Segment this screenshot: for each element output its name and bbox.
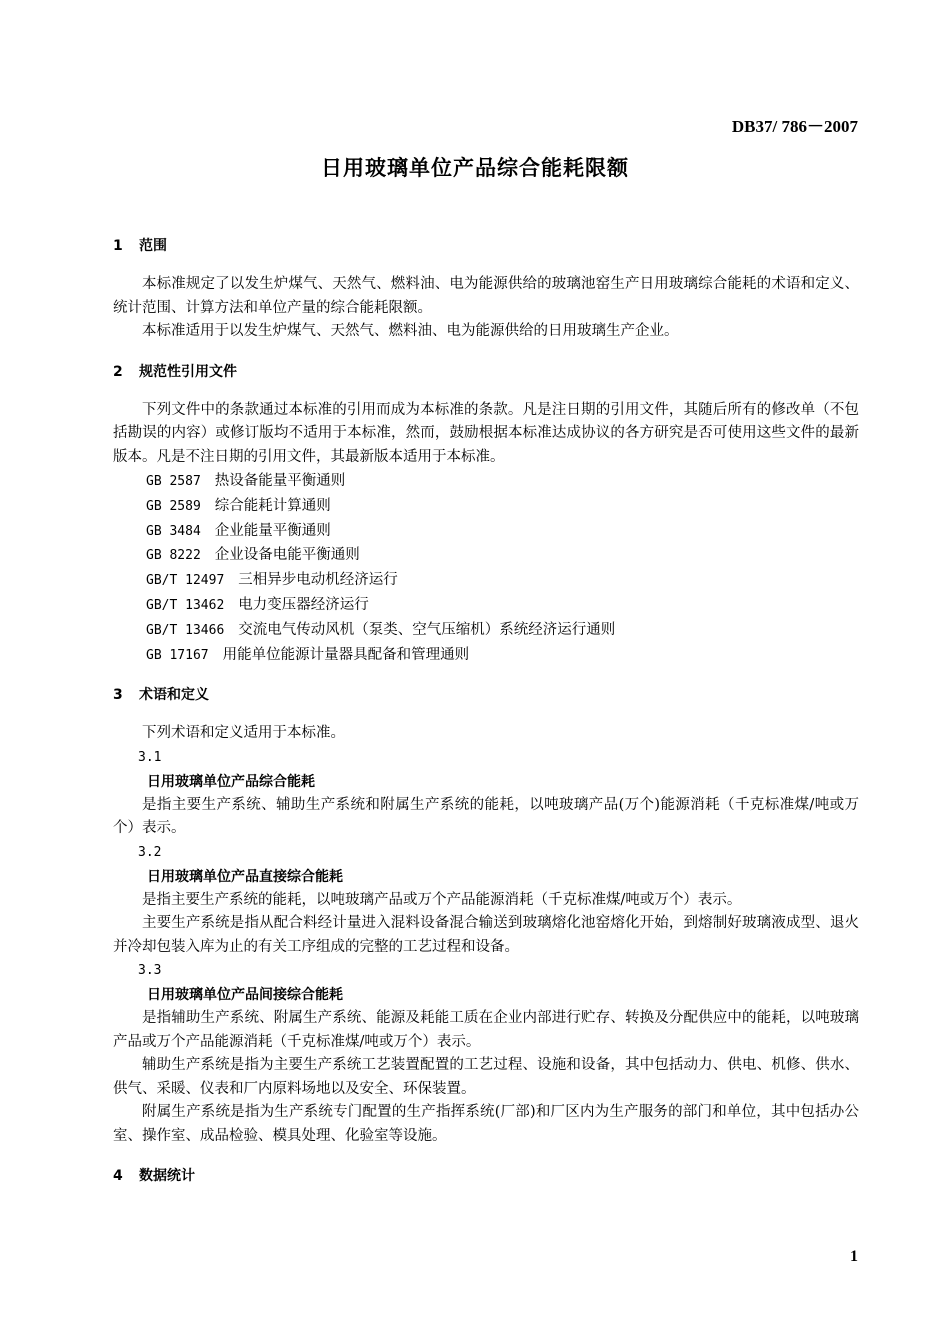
section-number: 1 xyxy=(113,238,123,254)
paragraph: 本标准适用于以发生炉煤气、天然气、燃料油、电为能源供给的日用玻璃生产企业。 xyxy=(142,323,679,339)
reference-title: 企业能量平衡通则 xyxy=(214,522,331,539)
clause-number: 3.1 xyxy=(138,749,162,765)
clause-number: 3.2 xyxy=(138,844,162,860)
reference-title: 热设备能量平衡通则 xyxy=(214,473,346,489)
reference-item xyxy=(113,543,859,568)
reference-code: GB/T 13462 xyxy=(146,597,225,613)
reference-code: GB 8222 xyxy=(146,548,201,564)
reference-item xyxy=(113,618,859,643)
paragraph: 本标准规定了以发生炉煤气、天然气、燃料油、电为能源供给的玻璃池窑生产日用玻璃综合能耗的术语和定义、统计范围、计算方法和单位产量的综合能耗限额。 xyxy=(113,276,859,316)
reference-list xyxy=(113,469,859,667)
reference-code: GB 2589 xyxy=(146,498,201,514)
section-4-heading xyxy=(113,1164,859,1188)
reference-code: GB/T 12497 xyxy=(146,573,225,589)
term-title: 日用玻璃单位产品直接综合能耗 xyxy=(147,868,343,885)
reference-item xyxy=(113,643,859,668)
document-body xyxy=(113,234,859,1188)
reference-title: 综合能耗计算通则 xyxy=(214,497,331,514)
section-1-heading xyxy=(113,234,859,258)
paragraph: 是指辅助生产系统、附属生产系统、能源及耗能工质在企业内部进行贮存、转换及分配供应中的能耗，以吨玻璃产品或万个产品能源消耗（千克标准煤/吨或万个）表示。 xyxy=(113,1010,859,1050)
reference-code: GB 3484 xyxy=(146,523,201,539)
reference-item xyxy=(113,593,859,618)
reference-code: GB 17167 xyxy=(146,647,209,663)
reference-title: 电力变压器经济运行 xyxy=(238,596,369,613)
page-number: 1 xyxy=(850,1248,858,1265)
section-3-heading xyxy=(113,683,859,707)
section-title: 数据统计 xyxy=(139,1168,195,1185)
standard-code: DB37/ 786－2007 xyxy=(731,117,858,136)
reference-code: GB/T 13466 xyxy=(146,622,225,638)
paragraph: 是指主要生产系统的能耗，以吨玻璃产品或万个产品能源消耗（千克标准煤/吨或万个）表示。 xyxy=(142,891,742,908)
term-title: 日用玻璃单位产品综合能耗 xyxy=(147,773,315,790)
section-title: 范围 xyxy=(139,238,167,254)
term-title: 日用玻璃单位产品间接综合能耗 xyxy=(147,987,343,1004)
paragraph: 主要生产系统是指从配合料经计量进入混料设备混合输送到玻璃熔化池窑熔化开始，到熔制好玻璃液成型、退火并冷却包装入库为止的有关工序组成的完整的工艺过程和设备。 xyxy=(113,915,859,955)
paragraph: 是指主要生产系统、辅助生产系统和附属生产系统的能耗，以吨玻璃产品(万个)能源消耗（千克标准煤/吨或万个）表示。 xyxy=(113,796,859,837)
reference-item xyxy=(113,469,859,494)
reference-code: GB 2587 xyxy=(146,474,201,489)
reference-title: 企业设备电能平衡通则 xyxy=(214,547,360,564)
document-title: 日用玻璃单位产品综合能耗限额 xyxy=(321,156,629,180)
section-number: 2 xyxy=(113,363,123,380)
reference-title: 三相异步电动机经济运行 xyxy=(238,572,398,589)
reference-title: 交流电气传动风机（泵类、空气压缩机）系统经济运行通则 xyxy=(238,621,616,638)
section-title: 术语和定义 xyxy=(139,687,209,704)
reference-item xyxy=(113,568,859,593)
section-title: 规范性引用文件 xyxy=(139,363,237,380)
reference-item xyxy=(113,519,859,544)
paragraph: 附属生产系统是指为生产系统专门配置的生产指挥系统(厂部)和厂区内为生产服务的部门和单位，其中包括办公室、操作室、成品检验、模具处理、化验室等设施。 xyxy=(113,1104,859,1144)
reference-item xyxy=(113,494,859,519)
reference-title: 用能单位能源计量器具配备和管理通则 xyxy=(222,646,470,663)
section-2-heading xyxy=(113,360,859,384)
section-number: 3 xyxy=(113,687,123,704)
clause-number: 3.3 xyxy=(138,963,162,979)
paragraph: 辅助生产系统是指为主要生产系统工艺装置配置的工艺过程、设施和设备，其中包括动力、供电、机修、供水、供气、采暖、仪表和厂内原料场地以及安全、环保装置。 xyxy=(113,1057,859,1097)
section-number: 4 xyxy=(113,1168,123,1185)
paragraph: 下列文件中的条款通过本标准的引用而成为本标准的条款。凡是注日期的引用文件，其随后所有的修改单（不包括勘误的内容）或修订版均不适用于本标准，然而，鼓励根据本标准达成协议的各方研究是否可使用这些文件的最新版本。凡是不注日期的引用文件，其最新版本适用于本标准。 xyxy=(113,401,859,465)
paragraph: 下列术语和定义适用于本标准。 xyxy=(142,725,345,742)
